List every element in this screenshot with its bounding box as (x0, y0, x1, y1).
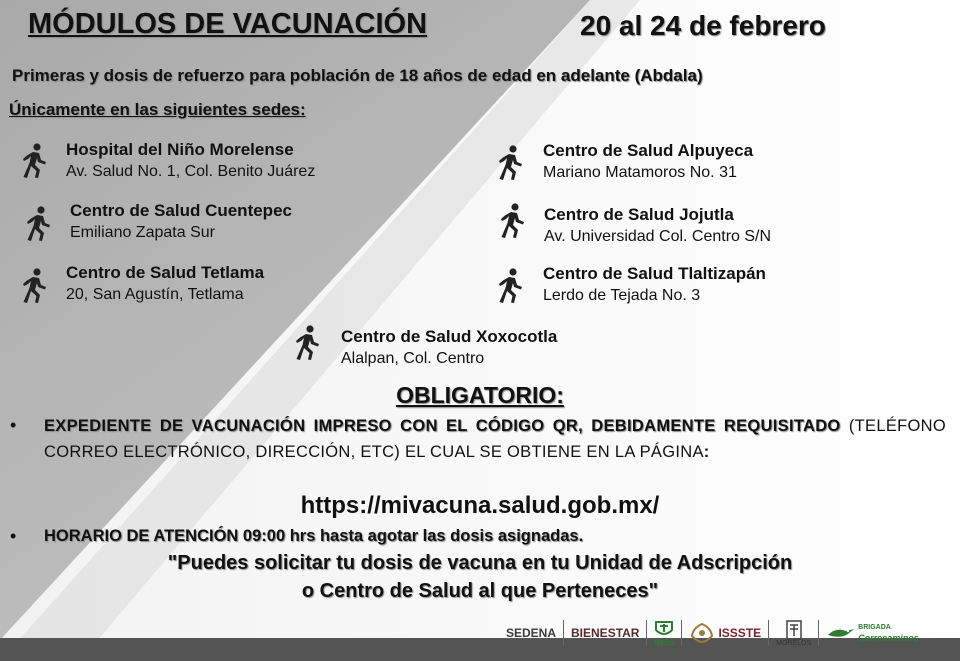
brigada-correcaminos-logo (826, 623, 919, 643)
morelos-shield-icon (785, 620, 803, 640)
logo-divider (646, 620, 647, 646)
site-address: Emiliano Zapata Sur (70, 224, 215, 241)
institution-logos (506, 612, 960, 654)
imss-logo (654, 620, 674, 647)
roadrunner-icon (826, 625, 856, 641)
logo-divider (818, 620, 819, 646)
page-title: MÓDULOS DE VACUNACIÓN (28, 8, 428, 40)
requirement-bold: EXPEDIENTE DE VACUNACIÓN IMPRESO CON EL CÓDIGO QR, DEBIDAMENTE REQUISITADO (44, 417, 841, 435)
sites-heading: Únicamente en las siguientes sedes: (9, 100, 306, 119)
site-address: Lerdo de Tejada No. 3 (543, 287, 701, 304)
logo-divider (681, 620, 682, 646)
schedule-text: HORARIO DE ATENCIÓN 09:00 hrs hasta agotar las dosis asignadas. (44, 527, 584, 545)
walking-person-icon (18, 268, 50, 304)
site-address: Mariano Matamoros No. 31 (543, 164, 737, 181)
requirement-detail: (TELÉFONO CORREO ELECTRÓNICO, DIRECCIÓN, ETC) EL CUAL SE OBTIENE EN LA PÁGINA (44, 417, 947, 461)
brigada-label: BRIGADA (858, 624, 891, 631)
bienestar-logo: BIENESTAR (571, 626, 640, 640)
bullet-icon: • (10, 415, 17, 435)
site-name: Centro de Salud Xoxocotla (341, 327, 558, 346)
walking-person-icon (496, 203, 528, 239)
date-range: 20 al 24 de febrero (580, 10, 826, 41)
walking-person-icon (494, 145, 526, 181)
site-alpuyeca (543, 141, 753, 182)
sedena-logo: SEDENA (506, 626, 557, 640)
correcaminos-label: Correcaminos (858, 633, 919, 643)
site-jojutla (544, 205, 771, 246)
walking-person-icon (22, 206, 54, 242)
mandatory-heading: OBLIGATORIO: (396, 382, 564, 408)
site-address: Av. Salud No. 1, Col. Benito Juárez (66, 163, 316, 180)
bullet-icon: • (10, 526, 17, 546)
site-hospital-nino-morelense (66, 140, 315, 181)
site-name: Hospital del Niño Morelense (66, 140, 294, 159)
requirement-colon: : (703, 443, 710, 461)
walking-person-icon (494, 268, 526, 304)
issste-logo (689, 622, 761, 644)
site-name: Centro de Salud Alpuyeca (543, 141, 754, 160)
vaccine-website-url: https://mivacuna.salud.gob.mx/ (300, 492, 660, 519)
site-cuentepec (70, 201, 292, 242)
site-address: Av. Universidad Col. Centro S/N (544, 228, 772, 245)
site-name: Centro de Salud Cuentepec (70, 201, 292, 220)
quote-line-2: o Centro de Salud al que Perteneces" (301, 580, 659, 602)
logo-divider (563, 620, 564, 646)
requirement-text (44, 413, 946, 465)
site-name: Centro de Salud Tlaltizapán (543, 264, 766, 283)
morelos-logo (776, 620, 811, 647)
site-name: Centro de Salud Jojutla (544, 205, 734, 224)
site-address: 20, San Agustín, Tetlama (66, 286, 244, 303)
site-tlaltizapan (543, 264, 766, 305)
logo-divider (768, 620, 769, 646)
imss-label: IMSS (654, 637, 675, 647)
site-name: Centro de Salud Tetlama (66, 263, 265, 282)
imss-emblem-icon (654, 620, 674, 638)
site-tetlama (66, 263, 264, 304)
walking-person-icon (18, 143, 50, 179)
site-xoxocotla (341, 327, 557, 368)
issste-emblem-icon (689, 622, 715, 644)
walking-person-icon (291, 325, 323, 361)
quote-line-1: "Puedes solicitar tu dosis de vacuna en tu Unidad de Adscripción (167, 552, 793, 574)
issste-label: ISSSTE (718, 626, 762, 640)
subtitle: Primeras y dosis de refuerzo para población de 18 años de edad en adelante (Abdala) (12, 66, 703, 85)
morelos-label: MORELOS (776, 639, 812, 647)
site-address: Alalpan, Col. Centro (341, 350, 485, 367)
